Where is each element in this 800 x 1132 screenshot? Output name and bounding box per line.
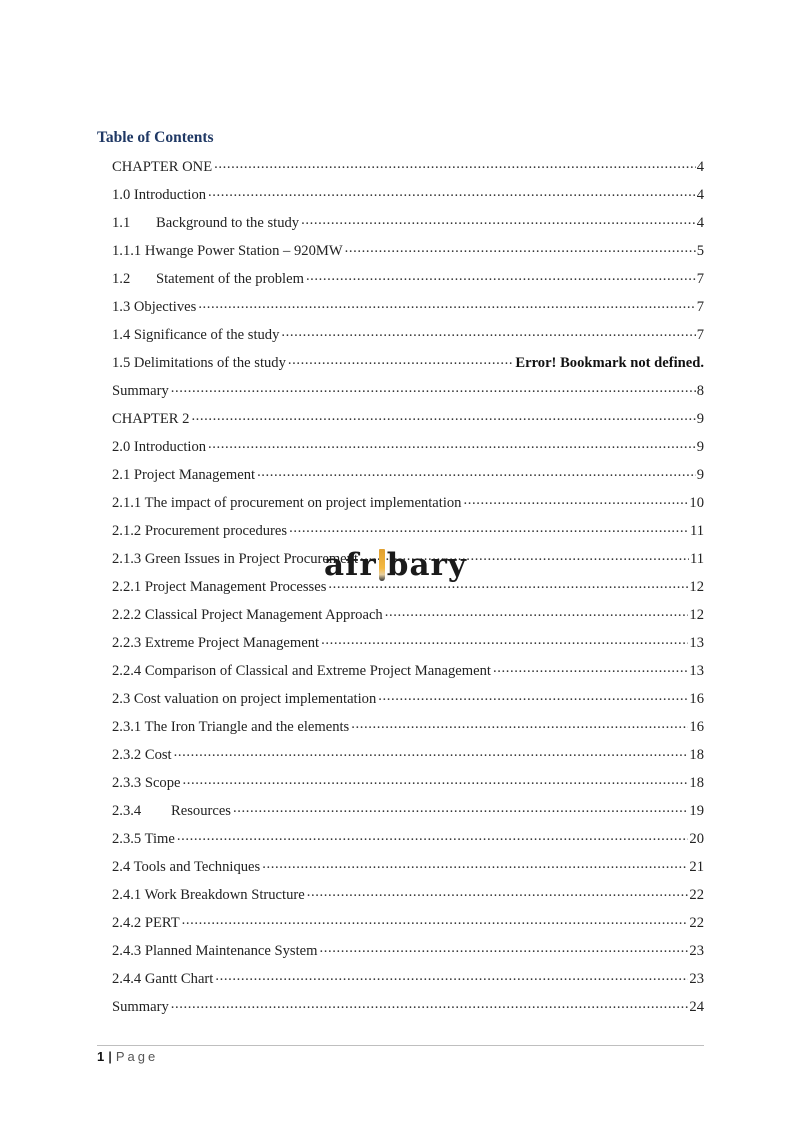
toc-entry-label: Resources: [171, 802, 231, 819]
toc-entry[interactable]: [112, 800, 704, 828]
footer-page-label: Page: [115, 1049, 159, 1064]
toc-dot-leader: [174, 744, 689, 759]
toc-entry-number: 1.1: [112, 214, 131, 231]
toc-entry-page: 5: [696, 242, 704, 259]
toc-entry-number: 1.2: [112, 270, 131, 287]
toc-entry-label: 2.3.1 The Iron Triangle and the elements: [112, 718, 350, 735]
toc-entry-label: Statement of the problem: [156, 270, 304, 287]
toc-dot-leader: [177, 828, 689, 843]
toc-entry[interactable]: [112, 464, 704, 492]
toc-entry-page: 19: [689, 802, 704, 819]
toc-title: Table of Contents: [97, 129, 214, 146]
toc-entry[interactable]: [112, 688, 704, 716]
toc-entry-label: 2.4 Tools and Techniques: [112, 858, 261, 875]
toc-entry-page: 23: [689, 942, 704, 959]
toc-entry[interactable]: [112, 296, 704, 324]
toc-entry[interactable]: [112, 212, 704, 240]
toc-entry-label: 2.2.3 Extreme Project Management: [112, 634, 320, 651]
toc-entry-page: 9: [696, 466, 704, 483]
toc-entry[interactable]: [112, 912, 704, 940]
toc-entry-page: 9: [696, 438, 704, 455]
toc-entry-label: 2.4.4 Gantt Chart: [112, 970, 214, 987]
toc-entry-page: 21: [689, 858, 704, 875]
toc-dot-leader: [320, 940, 689, 955]
toc-entry-label: 2.3 Cost valuation on project implementation: [112, 690, 377, 707]
toc-dot-leader: [385, 604, 689, 619]
toc-entry[interactable]: [112, 660, 704, 688]
toc-entry-label: 2.1 Project Management: [112, 466, 256, 483]
toc-entry[interactable]: [112, 268, 704, 296]
toc-entry-page: 11: [689, 550, 704, 567]
toc-dot-leader: [233, 800, 688, 815]
table-of-contents: [112, 156, 704, 1024]
toc-dot-leader: [463, 492, 688, 507]
toc-dot-leader: [306, 268, 696, 283]
toc-entry[interactable]: [112, 632, 704, 660]
toc-entry-label: 2.2.1 Project Management Processes: [112, 578, 327, 595]
toc-entry-label: 2.3.5 Time: [112, 830, 175, 847]
toc-entry-page: 8: [696, 382, 704, 399]
toc-entry-page: 11: [689, 522, 704, 539]
toc-dot-leader: [321, 632, 688, 647]
toc-entry[interactable]: [112, 716, 704, 744]
toc-entry-page: 12: [689, 578, 704, 595]
toc-dot-leader: [378, 688, 688, 703]
toc-entry-label: Summary: [112, 382, 169, 399]
toc-entry-label: 1.4 Significance of the study: [112, 326, 280, 343]
toc-entry-page: 4: [696, 214, 704, 231]
toc-entry-page: 4: [696, 186, 704, 203]
toc-entry-label: 2.1.3 Green Issues in Project Procurement: [112, 550, 359, 567]
toc-entry[interactable]: [112, 996, 704, 1024]
toc-entry-label: 2.0 Introduction: [112, 438, 207, 455]
toc-entry-page: 22: [689, 914, 704, 931]
toc-entry-page: 4: [696, 158, 704, 175]
toc-dot-leader: [171, 996, 689, 1011]
toc-entry-label: CHAPTER ONE: [112, 158, 213, 175]
toc-entry-page: 23: [689, 970, 704, 987]
footer-divider: [97, 1045, 704, 1046]
toc-entry-label: 2.3.3 Scope: [112, 774, 181, 791]
toc-dot-leader: [262, 856, 688, 871]
footer-page-number: 1: [97, 1049, 105, 1064]
toc-entry[interactable]: [112, 408, 704, 436]
toc-entry-label: 2.2.4 Comparison of Classical and Extreme Project Management: [112, 662, 491, 679]
toc-entry-page: 7: [696, 298, 704, 315]
toc-dot-leader: [289, 520, 689, 535]
toc-entry[interactable]: [112, 240, 704, 268]
footer-separator: |: [108, 1049, 112, 1064]
toc-entry-label: 2.4.2 PERT: [112, 914, 180, 931]
toc-entry-label: Summary: [112, 998, 169, 1015]
toc-dot-leader: [351, 716, 688, 731]
toc-entry[interactable]: [112, 520, 704, 548]
toc-dot-leader: [215, 968, 688, 983]
toc-entry[interactable]: [112, 380, 704, 408]
toc-dot-leader: [191, 408, 695, 423]
toc-dot-leader: [288, 352, 514, 367]
toc-entry-page: 10: [689, 494, 704, 511]
toc-entry-page: 7: [696, 326, 704, 343]
toc-dot-leader: [307, 884, 689, 899]
toc-entry-label: 2.4.3 Planned Maintenance System: [112, 942, 318, 959]
toc-entry-label: 2.2.2 Classical Project Management Approach: [112, 606, 383, 623]
toc-entry-page: 22: [689, 886, 704, 903]
toc-entry-page: 18: [689, 746, 704, 763]
toc-entry[interactable]: [112, 856, 704, 884]
toc-dot-leader: [214, 156, 696, 171]
toc-entry-label: 2.4.1 Work Breakdown Structure: [112, 886, 305, 903]
toc-entry-page: 9: [696, 410, 704, 427]
toc-dot-leader: [198, 296, 695, 311]
toc-entry[interactable]: [112, 772, 704, 800]
watermark-text-left: afr: [324, 547, 377, 583]
toc-dot-leader: [208, 436, 696, 451]
toc-entry[interactable]: [112, 436, 704, 464]
toc-entry[interactable]: [112, 156, 704, 184]
toc-entry-page: 13: [689, 634, 704, 651]
toc-dot-leader: [183, 772, 689, 787]
toc-entry-label: CHAPTER 2: [112, 410, 190, 427]
toc-entry-page: 18: [689, 774, 704, 791]
toc-dot-leader: [171, 380, 696, 395]
toc-dot-leader: [493, 660, 688, 675]
pencil-icon: [379, 549, 385, 581]
toc-entry-page: 13: [689, 662, 704, 679]
toc-entry-label: 1.1.1 Hwange Power Station – 920MW: [112, 242, 343, 259]
toc-entry[interactable]: [112, 744, 704, 772]
toc-entry-page: 7: [696, 270, 704, 287]
toc-entry-page: Error! Bookmark not defined.: [515, 354, 704, 371]
toc-dot-leader: [182, 912, 689, 927]
toc-entry-label: Background to the study: [156, 214, 300, 231]
toc-entry-page: 24: [689, 998, 704, 1015]
toc-dot-leader: [301, 212, 696, 227]
toc-entry[interactable]: [112, 968, 704, 996]
toc-entry[interactable]: [112, 352, 704, 380]
toc-entry-label: 2.1.1 The impact of procurement on project implementation: [112, 494, 462, 511]
toc-dot-leader: [281, 324, 695, 339]
toc-entry[interactable]: [112, 492, 704, 520]
toc-entry-label: 1.3 Objectives: [112, 298, 197, 315]
afribary-watermark-logo: [324, 545, 467, 585]
toc-entry[interactable]: [112, 604, 704, 632]
toc-entry[interactable]: [112, 828, 704, 856]
toc-entry[interactable]: [112, 940, 704, 968]
watermark-text-right: bary: [386, 547, 467, 583]
toc-entry-label: 1.5 Delimitations of the study: [112, 354, 286, 371]
toc-dot-leader: [257, 464, 696, 479]
page-footer: [97, 1049, 158, 1064]
toc-entry-label: 2.3.2 Cost: [112, 746, 172, 763]
toc-entry-label: 2.1.2 Procurement procedures: [112, 522, 288, 539]
toc-entry-label: 1.0 Introduction: [112, 186, 207, 203]
toc-dot-leader: [345, 240, 696, 255]
toc-entry-page: 12: [689, 606, 704, 623]
toc-entry[interactable]: [112, 884, 704, 912]
toc-entry-page: 20: [689, 830, 704, 847]
toc-entry[interactable]: [112, 324, 704, 352]
toc-entry-page: 16: [689, 718, 704, 735]
toc-entry-number: 2.3.4: [112, 802, 142, 819]
toc-entry[interactable]: [112, 184, 704, 212]
toc-entry-page: 16: [689, 690, 704, 707]
toc-dot-leader: [208, 184, 696, 199]
